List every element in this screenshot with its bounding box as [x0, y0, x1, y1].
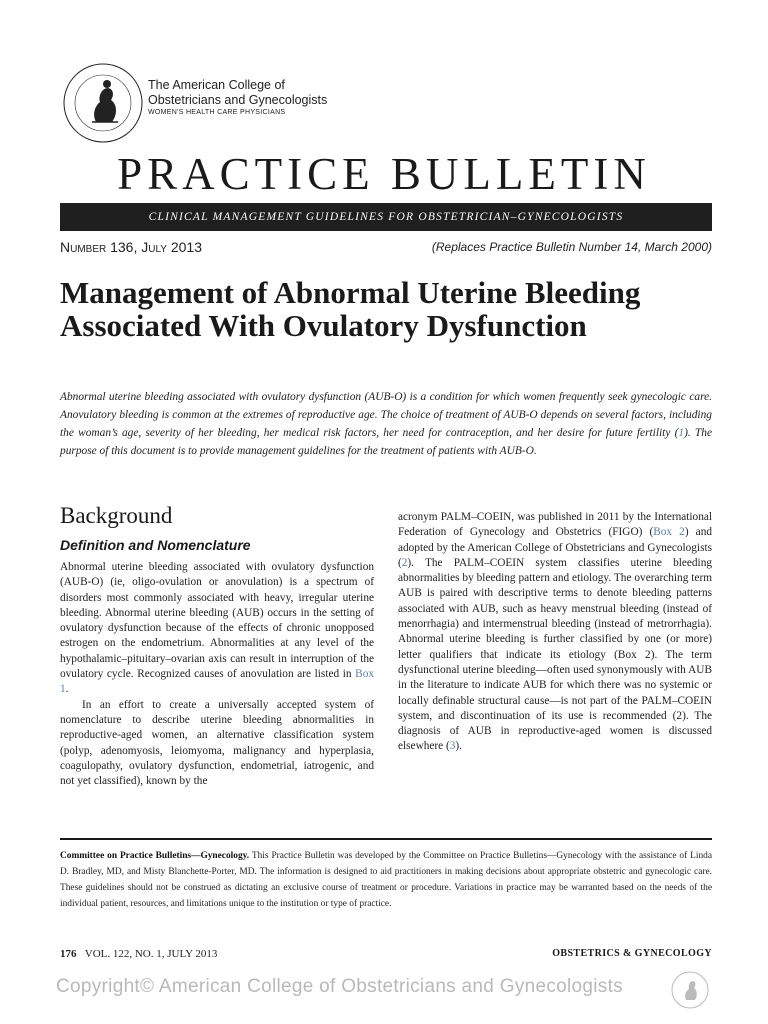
- ref-2-link[interactable]: 2: [401, 556, 408, 569]
- volume-info: VOL. 122, NO. 1, JULY 2013: [84, 948, 218, 960]
- copyright-watermark: Copyright© American College of Obstetricians and Gynecologists: [56, 976, 623, 997]
- abstract-text-end: ). The purpose of this document is to provide management guidelines for the treatment of patients with AUB-O.: [60, 427, 712, 457]
- paragraph-text: ) and adopted by the American College of Obstetricians and Gynecologists (: [398, 526, 712, 569]
- paragraph: In an effort to create a universally accepted system of nomenclature to describe uterine bleeding abnormalities in reproductive-aged women, an alternative classification system (polyp, adenomyosis, leiomyoma, malignancy and hyperplasia, coagulopathy, ovulatory dysfunction, endometrial, iatrogenic, and not yet classified), known by the: [60, 698, 374, 788]
- abstract-ref-link[interactable]: 1: [678, 427, 685, 439]
- paragraph-text: Abnormal uterine bleeding associated with ovulatory dysfunction (AUB-O) (ie, oligo-ovulation or anovulation) is a spectrum of disorders most commonly associated with heavy, irregular uterine bleeding. Abnormal uterine bleeding (AUB) occurs in the setting of ovulatory dysfunction because of the effects of chronic unopposed estrogen on the endometrium. Abnormalities at any level of the hypothalamic–pituitary–ovarian axis can result in interruption of the ovulatory cycle. Recognized causes of anovulation are listed in: [60, 561, 374, 681]
- abstract-text-start: Abnormal uterine bleeding associated with ovulatory dysfunction (AUB-O) is a condition for which women frequently seek gynecologic care. Anovulatory bleeding is common at the extremes of reproductive age. The choice of treatment of AUB-O depends on several factors, including the woman’s age, severity of her bleeding, her medical risk factors, her need for contraception, and her desire for future fertility (: [60, 391, 712, 439]
- box-2-link[interactable]: Box 2: [653, 526, 685, 539]
- committee-note: [60, 848, 712, 912]
- org-line-1: The American College of: [148, 78, 285, 92]
- org-tagline: WOMEN'S HEALTH CARE PHYSICIANS: [148, 109, 286, 116]
- paragraph: [60, 560, 374, 698]
- committee-name: Committee on Practice Bulletins—Gynecology.: [60, 851, 250, 861]
- subsection-heading-definition: Definition and Nomenclature: [60, 537, 251, 553]
- replaces-note: (Replaces Practice Bulletin Number 14, March 2000): [431, 240, 712, 254]
- ref-3-link[interactable]: 3: [449, 740, 456, 753]
- paragraph-text: acronym PALM–COEIN, was published in 2011 by the International Federation of Gynecology and Obstetrics (FIGO) (: [398, 511, 712, 539]
- bulletin-number: Number 136, July 2013: [60, 239, 202, 255]
- organization-name: [148, 78, 327, 116]
- left-column: [60, 560, 374, 789]
- right-column: [398, 510, 712, 755]
- org-line-2: Obstetricians and Gynecologists: [148, 93, 328, 107]
- paragraph: [398, 510, 712, 755]
- article-title: Management of Abnormal Uterine Bleeding Associated With Ovulatory Dysfunction: [60, 275, 641, 343]
- paragraph-text: ). The PALM–COEIN system classifies uterine bleeding abnormalities by bleeding pattern and etiology. The overarching term AUB is paired with descriptive terms to denote bleeding patterns associated with AUB, such as heavy menstrual bleeding (instead of menorrhagia) and intermenstrual bleeding (instead of metrorrhagia). Abnormal uterine bleeding is further classified by one (or more) letter qualifiers that indicate its etiology (Box 2). The term dysfunctional uterine bleeding—often used synonymously with AUB in the literature to indicate AUB for which there was no systemic or locally definable structural cause—is not part of the PALM–COEIN system, and discontinuation of its use is recommended (2). The diagnosis of AUB in reproductive-aged women is discussed elsewhere (: [398, 556, 712, 753]
- committee-text: This Practice Bulletin was developed by the Committee on Practice Bulletins—Gynecology with the assistance of Linda D. Bradley, MD, and Misty Blanchette-Porter, MD. The information is designed to aid practitioners in making decisions about appropriate obstetric and gynecologic care. These guidelines should not be construed as dictating an exclusive course of treatment or procedure. Variations in practice may be warranted based on the needs of the individual patient, resources, and limitations unique to the institution or type of practice.: [60, 851, 712, 909]
- paragraph-text: .: [65, 683, 69, 696]
- journal-name: OBSTETRICS & GYNECOLOGY: [552, 948, 712, 959]
- box-1-link[interactable]: Box 1: [60, 668, 374, 696]
- footer-divider: [60, 838, 712, 840]
- watermark-seal-icon: [670, 970, 710, 1010]
- page-number: 176: [60, 948, 77, 960]
- page-footer-left: [60, 948, 217, 960]
- practice-bulletin-heading: PRACTICE BULLETIN: [117, 149, 651, 199]
- abstract: [60, 388, 712, 460]
- paragraph-text: ).: [455, 740, 462, 753]
- section-heading-background: Background: [60, 503, 173, 528]
- guidelines-banner: CLINICAL MANAGEMENT GUIDELINES FOR OBSTETRICIAN–GYNECOLOGISTS: [60, 203, 712, 231]
- acog-seal-logo: [62, 62, 144, 144]
